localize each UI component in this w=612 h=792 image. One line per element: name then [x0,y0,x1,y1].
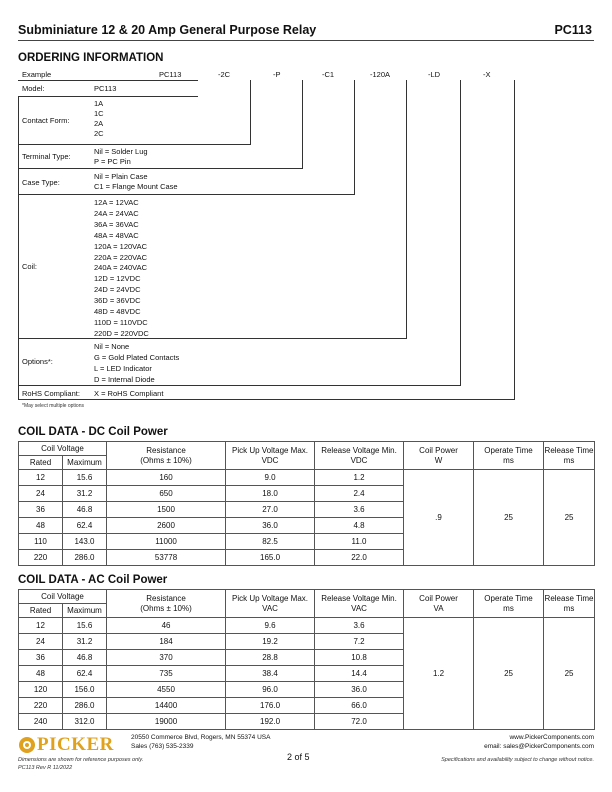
cell: 15.6 [63,618,107,634]
cell: 312.0 [63,714,107,730]
cell: 12 [19,470,63,486]
cell: 28.8 [226,650,315,666]
cell: 14.4 [315,666,404,682]
terminal-connector [18,80,303,169]
cell: 31.2 [63,486,107,502]
cell: 38.4 [226,666,315,682]
footer-notes [18,757,143,772]
cell: 9.0 [226,470,315,486]
cell: 82.5 [226,534,315,550]
col-coil-voltage: Coil Voltage [19,590,107,604]
option-item: 220A = 220VAC [94,252,148,262]
cell: 72.0 [315,714,404,730]
cell: 4.8 [315,518,404,534]
option-item: 12A = 12VAC [94,198,139,207]
cell: 36.0 [226,518,315,534]
option-item: 220D = 220VDC [94,328,149,338]
footer-contact-block [484,734,594,751]
operate-time-value: 25 [474,470,544,566]
cell: 22.0 [315,550,404,566]
case-type-label: Case Type: [22,178,60,187]
logo-text: PICKER [37,734,114,755]
code-options: -LD [428,70,441,79]
option-item: 36A = 36VAC [94,219,139,229]
cell: 46.8 [63,650,107,666]
col-release-voltage: Release Voltage Min. VAC [315,590,404,618]
footer-website[interactable]: www.PickerComponents.com [509,734,594,741]
cell: 66.0 [315,698,404,714]
cell: 10.8 [315,650,404,666]
cell: 1.2 [315,470,404,486]
cell: 14400 [107,698,226,714]
logo-icon [18,736,36,754]
release-time-value: 25 [544,618,595,730]
cell: 156.0 [63,682,107,698]
example-label: Example [22,70,52,79]
cell: 650 [107,486,226,502]
option-item: C1 = Flange Mount Case [94,182,178,191]
cell: 36.0 [315,682,404,698]
cell: 24 [19,486,63,502]
col-maximum: Maximum [63,604,107,618]
contact-form-label: Contact Form: [22,116,70,125]
cell: 143.0 [63,534,107,550]
col-release-time: Release Time ms [544,442,595,470]
dc-heading: COIL DATA - DC Coil Power [18,426,168,438]
code-terminal: -P [273,70,281,79]
cell: 370 [107,650,226,666]
option-item: 36D = 36VDC [94,296,141,306]
ordering-heading: ORDERING INFORMATION [18,52,164,64]
cell: 48 [19,518,63,534]
cell: 9.6 [226,618,315,634]
option-item: 2A [94,119,104,128]
ac-coil-table [18,589,595,730]
cell: 3.6 [315,502,404,518]
coil-power-value: 1.2 [404,618,474,730]
footer-sales-phone: Sales (763) 535-2339 [131,742,194,750]
cell: 11.0 [315,534,404,550]
option-item: 48D = 48VDC [94,307,141,317]
option-item: 12D = 12VDC [94,274,141,284]
cell: 3.6 [315,618,404,634]
table-row [19,618,595,634]
cell: 46 [107,618,226,634]
footer-address: 20550 Commerce Blvd, Rogers, MN 55374 USA [131,734,271,741]
option-item: 1A [94,99,104,108]
footer-spec-note: Specifications and availability subject to change without notice. [441,757,594,763]
cell: 220 [19,550,63,566]
col-coil-power: Coil Power VA [404,590,474,618]
col-rated: Rated [19,456,63,470]
code-contact: -2C [218,70,231,79]
col-coil-power: Coil Power W [404,442,474,470]
option-item: P = PC Pin [94,157,131,166]
cell: 12 [19,618,63,634]
ac-heading: COIL DATA - AC Coil Power [18,574,168,586]
col-operate-time: Operate Time ms [474,590,544,618]
model-value: PC113 [94,84,117,93]
ordering-footnote: *May select multiple options [22,403,84,409]
option-item: X = RoHS Compliant [94,389,164,398]
code-coil: -120A [370,70,391,79]
col-release-time: Release Time ms [544,590,595,618]
cell: 46.8 [63,502,107,518]
option-item: 2C [94,129,104,138]
code-model: PC113 [159,70,182,79]
cell: 735 [107,666,226,682]
cell: 2600 [107,518,226,534]
part-number: PC113 [554,23,592,37]
coil-label: Coil: [22,262,38,271]
coil-power-value: .9 [404,470,474,566]
col-coil-voltage: Coil Voltage [19,442,107,456]
coil-connector [18,80,407,339]
cell: 165.0 [226,550,315,566]
cell: 184 [107,634,226,650]
contact-connector [18,80,251,145]
col-pickup: Pick Up Voltage Max. VAC [226,590,315,618]
footer-revision: PC113 Rev R 11/2022 [18,764,73,771]
cell: 18.0 [226,486,315,502]
footer-address-block [131,734,270,751]
cell: 24 [19,634,63,650]
cell: 62.4 [63,666,107,682]
col-maximum: Maximum [63,456,107,470]
col-operate-time: Operate Time ms [474,442,544,470]
option-item: 1C [94,109,104,118]
page-number: 2 of 5 [287,752,310,762]
code-case: -C1 [322,70,335,79]
document-title: Subminiature 12 & 20 Amp General Purpose Relay [18,23,317,37]
option-item: G = Gold Plated Contacts [94,353,180,362]
cell: 192.0 [226,714,315,730]
terminal-type-label: Terminal Type: [22,152,71,161]
option-item: 48A = 48VAC [94,230,139,240]
option-item: 24A = 24VAC [94,208,139,218]
cell: 48 [19,666,63,682]
cell: 2.4 [315,486,404,502]
cell: 1500 [107,502,226,518]
option-item: 110D = 110VDC [94,317,148,327]
cell: 31.2 [63,634,107,650]
cell: 120 [19,682,63,698]
option-item: 120A = 120VAC [94,241,148,251]
operate-time-value: 25 [474,618,544,730]
model-label: Model: [22,84,45,93]
code-rohs: -X [483,70,491,79]
case-connector [18,80,355,195]
col-pickup: Pick Up Voltage Max. VDC [226,442,315,470]
cell: 15.6 [63,470,107,486]
option-item: D = Internal Diode [94,375,155,384]
cell: 4550 [107,682,226,698]
cell: 27.0 [226,502,315,518]
cell: 286.0 [63,698,107,714]
cell: 62.4 [63,518,107,534]
col-rated: Rated [19,604,63,618]
cell: 160 [107,470,226,486]
cell: 53778 [107,550,226,566]
dc-coil-table [18,441,595,566]
cell: 19000 [107,714,226,730]
release-time-value: 25 [544,470,595,566]
cell: 11000 [107,534,226,550]
cell: 286.0 [63,550,107,566]
options-label: Options*: [22,357,53,366]
cell: 176.0 [226,698,315,714]
footer-disclaimer: Dimensions are shown for reference purposes only. [18,757,144,763]
option-item: 24D = 24VDC [94,285,141,295]
cell: 220 [19,698,63,714]
cell: 110 [19,534,63,550]
cell: 7.2 [315,634,404,650]
table-row [19,470,595,486]
rohs-label: RoHS Compliant: [22,389,80,398]
col-release-voltage: Release Voltage Min. VDC [315,442,404,470]
cell: 19.2 [226,634,315,650]
col-resistance: Resistance (Ohms ± 10%) [107,590,226,618]
rohs-connector [18,80,515,400]
options-connector [18,80,461,386]
option-item: L = LED Indicator [94,364,152,373]
cell: 96.0 [226,682,315,698]
picker-logo [18,734,114,756]
option-item: Nil = Solder Lug [94,147,148,156]
option-item: Nil = Plain Case [94,172,148,181]
cell: 36 [19,502,63,518]
cell: 240 [19,714,63,730]
option-item: 240A = 240VAC [94,263,148,273]
option-item: Nil = None [94,342,130,351]
footer-email[interactable]: email: sales@PickerComponents.com [484,742,594,750]
cell: 36 [19,650,63,666]
col-resistance: Resistance (Ohms ± 10%) [107,442,226,470]
